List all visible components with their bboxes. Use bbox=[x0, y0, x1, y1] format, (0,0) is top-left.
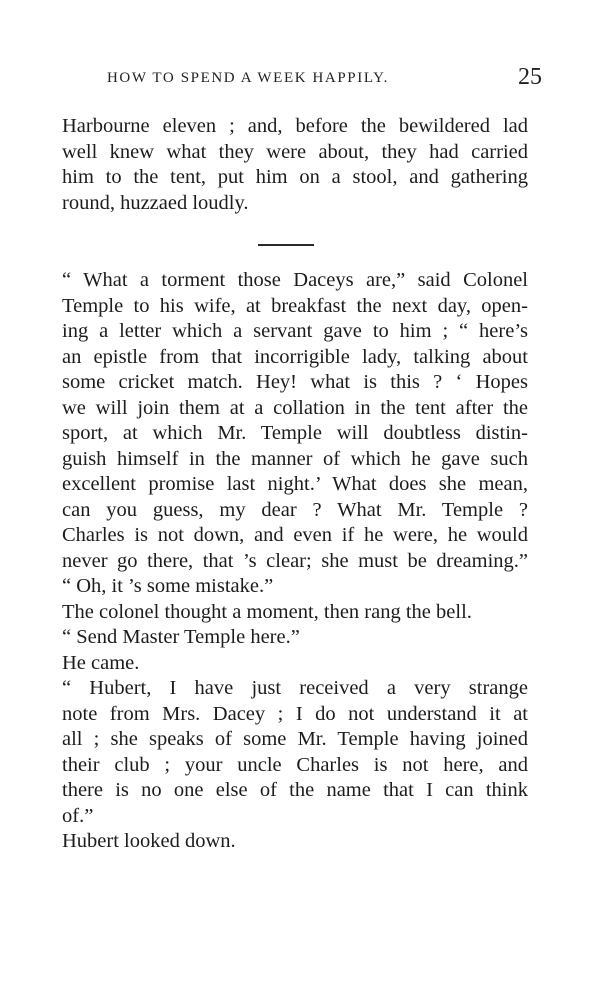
text-line: can you guess, my dear ? What Mr. Temple ? bbox=[62, 498, 528, 521]
text-line: we will join them at a collation in the tent after the bbox=[62, 396, 528, 419]
text-line: there is no one else of the name that I can think bbox=[62, 779, 528, 801]
text-line: excellent promise last night.’ What does she mean, bbox=[62, 473, 528, 495]
text-line: “ Send Master Temple here.” bbox=[62, 626, 300, 648]
text-line: ing a letter which a servant gave to him ; “ here’s bbox=[62, 320, 528, 342]
text-line: “ Hubert, I have just received a very strange bbox=[62, 677, 528, 699]
text-line: their club ; your uncle Charles is not here, and bbox=[62, 753, 528, 776]
text-line: Harbourne eleven ; and, before the bewildered lad bbox=[62, 115, 528, 137]
text-line: He came. bbox=[62, 651, 140, 674]
paragraph-2 bbox=[62, 268, 528, 855]
text-line: well knew what they were about, they had carried bbox=[62, 140, 528, 163]
text-line: sport, at which Mr. Temple will doubtless distin- bbox=[62, 422, 528, 444]
text-line: all ; she speaks of some Mr. Temple having joined bbox=[62, 728, 528, 750]
paragraph-1 bbox=[62, 114, 528, 216]
running-title: HOW TO SPEND A WEEK HAPPILY. bbox=[107, 70, 389, 86]
text-line: “ What a torment those Daceys are,” said Colonel bbox=[62, 269, 528, 291]
text-line: round, huzzaed loudly. bbox=[62, 191, 249, 214]
text-line: “ Oh, it ’s some mistake.” bbox=[62, 575, 274, 597]
text-line: The colonel thought a moment, then rang the bell. bbox=[62, 600, 472, 623]
running-head bbox=[62, 64, 542, 94]
section-divider bbox=[258, 244, 314, 246]
text-line: guish himself in the manner of which he gave such bbox=[62, 447, 528, 470]
text-line: some cricket match. Hey! what is this ? ‘ Hopes bbox=[62, 371, 528, 393]
text-line: note from Mrs. Dacey ; I do not understand it at bbox=[62, 702, 528, 725]
text-line: never go there, that ’s clear; she must be dreaming.” bbox=[62, 549, 528, 572]
text-line: Temple to his wife, at breakfast the next day, open- bbox=[62, 294, 528, 317]
text-line: Hubert looked down. bbox=[62, 830, 236, 852]
text-line: Charles is not down, and even if he were, he would bbox=[62, 524, 528, 546]
text-line: of.” bbox=[62, 804, 94, 827]
text-line: him to the tent, put him on a stool, and gathering bbox=[62, 166, 528, 188]
text-line: an epistle from that incorrigible lady, talking about bbox=[62, 345, 528, 368]
page-number: 25 bbox=[518, 64, 542, 90]
